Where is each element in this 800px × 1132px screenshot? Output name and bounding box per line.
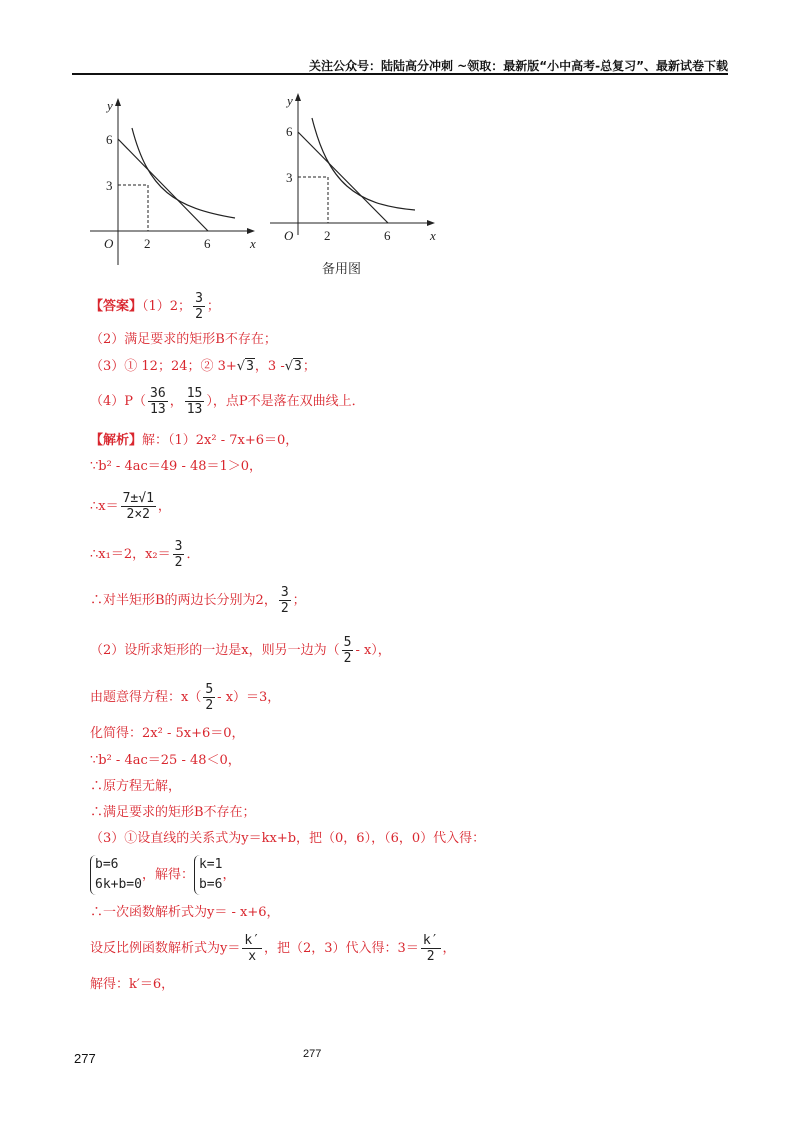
numerator: 36 [150, 386, 166, 401]
equation: k=1 [198, 857, 223, 872]
tick-3-y: 3 [106, 178, 113, 193]
fraction [342, 636, 354, 665]
line-graph [298, 132, 388, 223]
text: ， [169, 394, 183, 409]
x-axis-arrow [427, 220, 435, 226]
equation-system [90, 855, 235, 895]
numerator: 5 [343, 635, 352, 650]
equation: b=6 [198, 877, 223, 892]
sqrt: √3 [236, 359, 254, 374]
denominator: 2×2 [126, 507, 150, 522]
numerator: k′ [422, 933, 439, 948]
denominator: 2 [426, 949, 435, 964]
origin-label: O [104, 236, 114, 251]
line-graph [118, 139, 208, 231]
graph-main [90, 95, 265, 269]
text: ， [222, 867, 236, 883]
text: ∴x₁＝2，x₂＝ [90, 547, 171, 562]
answer-line-1 [90, 292, 220, 321]
fraction [242, 934, 262, 963]
equation: 6k+b=0 [95, 877, 142, 892]
text: 由题意得方程：x（ [90, 690, 202, 705]
fraction [203, 683, 215, 712]
numerator: k′ [244, 933, 261, 948]
page-number-left: 277 [74, 1051, 96, 1066]
analysis-line-13: ∴一次函数解析式为y＝ - x+6， [90, 905, 280, 920]
graph-spare [270, 90, 445, 254]
fraction [421, 934, 441, 963]
fraction [279, 586, 291, 615]
tick-6-x: 6 [204, 236, 211, 251]
hyperbola-curve [132, 128, 235, 218]
text: ∴对半矩形B的两边长分别为2， [90, 593, 277, 608]
numerator: 3 [174, 539, 183, 554]
answer-line-4 [90, 387, 365, 416]
graph-spare-svg [270, 90, 445, 250]
analysis-line-12: （3）①设直线的关系式为y＝kx+b，把（0，6），（6，0）代入得： [90, 831, 486, 846]
fraction [121, 492, 156, 521]
text: ， [157, 499, 171, 514]
text: 设反比例函数解析式为y＝ [90, 941, 241, 956]
y-label: y [107, 98, 113, 113]
text: ． [186, 547, 200, 562]
tick-3-y: 3 [286, 170, 293, 185]
answer-tag: 【答案】 [90, 299, 143, 314]
text: ，3 - [254, 359, 285, 374]
page-header: 关注公众号：陆陆高分冲刺 ~领取：最新版“小中高考-总复习”、最新试卷下载 [309, 59, 728, 73]
text: ，解得： [141, 867, 194, 883]
denominator: 2 [195, 307, 203, 322]
tick-6-y: 6 [286, 124, 293, 139]
x-label: x [430, 228, 436, 243]
analysis-line-11: ∴满足要求的矩形B不存在； [90, 805, 256, 820]
system-1 [90, 855, 142, 895]
y-axis-arrow [295, 93, 301, 101]
analysis-line-14 [90, 934, 456, 963]
denominator: 2 [343, 651, 352, 666]
answer-line-2: （2）满足要求的矩形B不存在； [90, 332, 277, 347]
system-2 [194, 855, 222, 895]
analysis-line-3 [90, 492, 171, 521]
denominator: 2 [174, 555, 183, 570]
tick-2-x: 2 [144, 236, 151, 251]
text: 解：（1）2x² - 7x+6＝0， [142, 433, 299, 448]
graph-main-svg [90, 95, 265, 265]
text: ∴x＝ [90, 499, 119, 514]
tick-6-x: 6 [384, 228, 391, 243]
analysis-line-4 [90, 540, 199, 569]
text: ； [302, 359, 316, 374]
answer-line-3 [90, 360, 316, 373]
denominator: 13 [186, 402, 203, 417]
y-label: y [287, 93, 293, 108]
text: ； [292, 593, 306, 608]
text: （1）2； [142, 299, 192, 314]
analysis-line-9: ∵b² - 4ac＝25 - 48＜0， [90, 753, 241, 768]
y-axis-arrow [115, 98, 121, 106]
numerator: 7±√1 [122, 491, 154, 506]
numerator: 15 [186, 386, 203, 401]
header-rule [72, 73, 728, 75]
analysis-line-2: ∵b² - 4ac＝49 - 48＝1＞0， [90, 459, 263, 474]
text: （3）① 12；24；② 3+ [90, 359, 237, 374]
tick-6-y: 6 [106, 132, 113, 147]
analysis-line-8: 化简得：2x² - 5x+6＝0， [90, 726, 245, 741]
numerator: 5 [205, 682, 214, 697]
analysis-line-15: 解得：k′＝6， [90, 977, 175, 992]
denominator: 2 [205, 698, 214, 713]
denominator: x [248, 949, 257, 964]
tick-2-x: 2 [324, 228, 331, 243]
fraction [185, 387, 205, 416]
analysis-line-7 [90, 683, 280, 712]
analysis-line-10: ∴原方程无解， [90, 779, 182, 794]
x-axis-arrow [247, 228, 255, 234]
text: - x）， [355, 643, 391, 658]
radicand: 3 [294, 359, 302, 374]
analysis-line-1 [90, 434, 298, 447]
fraction [173, 540, 185, 569]
sqrt: √3 [284, 359, 302, 374]
text: ， [442, 941, 456, 956]
text: （2）设所求矩形的一边是x，则另一边为（ [90, 643, 340, 658]
page-number-center: 277 [303, 1048, 322, 1060]
numerator: 3 [280, 585, 289, 600]
figure-caption: 备用图 [322, 261, 362, 276]
text: （4）P（ [90, 394, 147, 409]
denominator: 13 [150, 402, 166, 417]
analysis-line-5 [90, 586, 306, 615]
denominator: 2 [280, 601, 289, 616]
analysis-line-6 [90, 636, 391, 665]
origin-label: O [284, 228, 294, 243]
text: ； [206, 299, 220, 314]
fraction [193, 292, 205, 321]
x-label: x [250, 236, 256, 251]
analysis-tag: 【解析】 [90, 433, 143, 448]
radicand: 3 [246, 359, 254, 374]
numerator: 3 [195, 291, 203, 306]
fraction [148, 387, 168, 416]
hyperbola-curve [312, 118, 415, 210]
text: - x）＝3， [217, 690, 281, 705]
text: ，把（2，3）代入得：3＝ [264, 941, 419, 956]
equation: b=6 [95, 857, 119, 872]
text: ），点P不是落在双曲线上． [206, 394, 365, 409]
